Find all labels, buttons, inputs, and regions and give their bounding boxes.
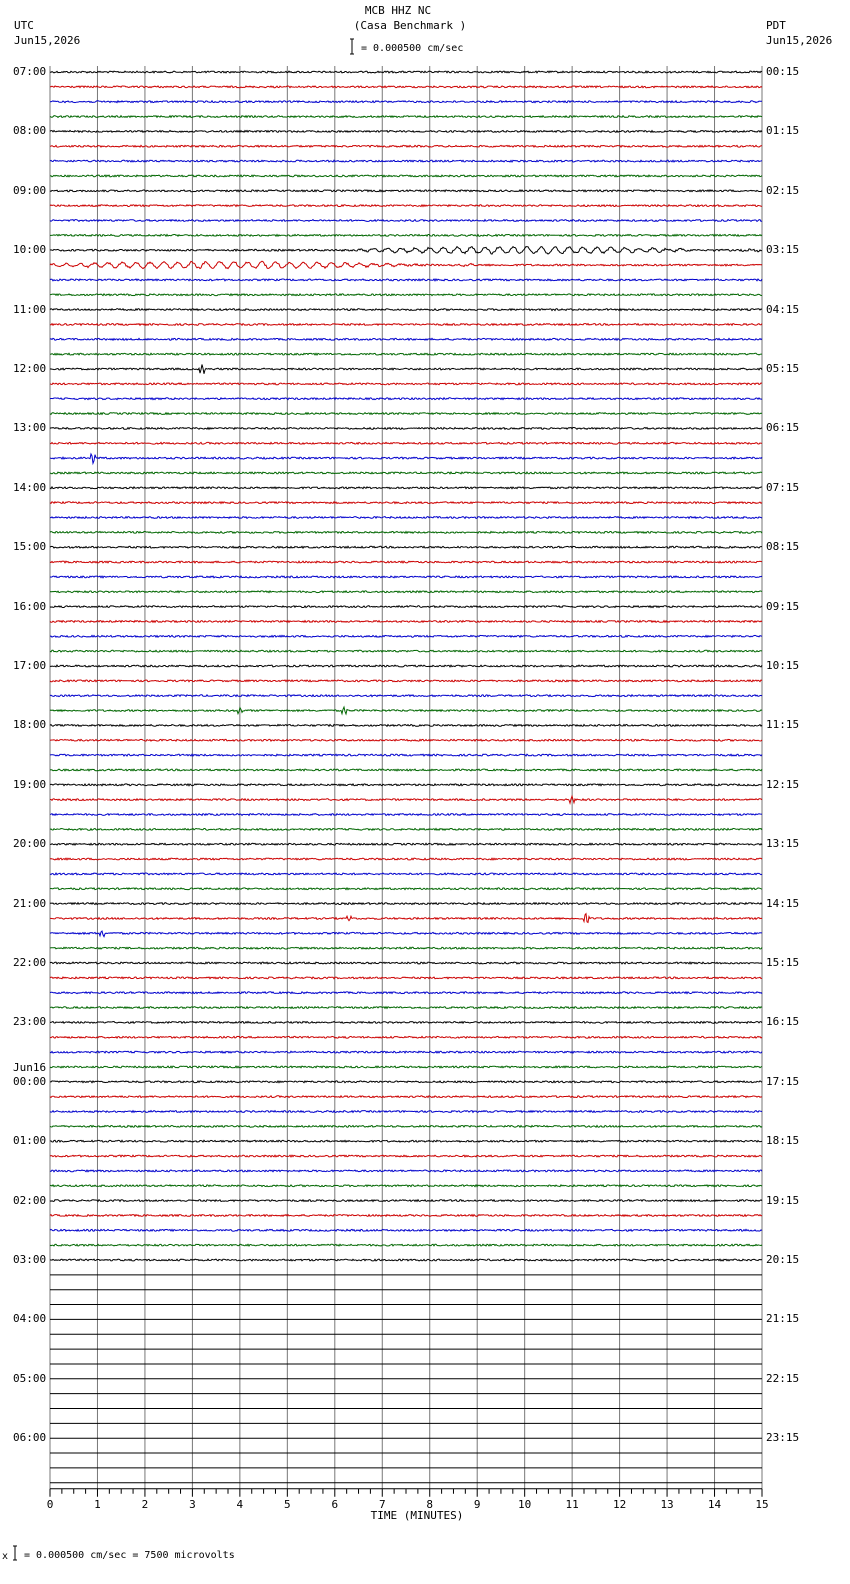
pdt-hour-label: 13:15 xyxy=(766,837,800,851)
pdt-hour-label: 14:15 xyxy=(766,896,800,910)
pdt-hour-label: 08:15 xyxy=(766,540,800,554)
trace-line xyxy=(50,454,762,463)
trace-line xyxy=(50,220,762,222)
utc-hour-label: 04:00 xyxy=(13,1312,47,1326)
trace-line xyxy=(50,442,762,444)
trace-line xyxy=(50,707,762,714)
trace-line xyxy=(50,71,762,73)
x-tick-label: 15 xyxy=(755,1497,769,1511)
trace-line xyxy=(50,502,762,504)
pdt-hour-label: 17:15 xyxy=(766,1074,800,1088)
utc-hour-label: 16:00 xyxy=(13,599,47,613)
utc-hour-label: 21:00 xyxy=(13,896,47,910)
utc-hour-label: 00:00 xyxy=(13,1074,47,1088)
trace-line xyxy=(50,1140,762,1142)
utc-hour-label: 20:00 xyxy=(13,837,47,851)
footer-scale-note: = 0.000500 cm/sec = 7500 microvolts xyxy=(24,1550,235,1561)
date-change-label: Jun16 xyxy=(13,1060,47,1074)
trace-line xyxy=(50,635,762,637)
pdt-hour-label: 20:15 xyxy=(766,1253,800,1266)
trace-line xyxy=(50,843,762,845)
trace-line xyxy=(50,665,762,667)
x-tick-label: 3 xyxy=(189,1497,196,1511)
pdt-hour-label: 10:15 xyxy=(766,659,800,672)
pdt-hour-label: 06:15 xyxy=(766,421,800,435)
trace-line xyxy=(50,606,762,608)
trace-line xyxy=(50,1244,762,1246)
trace-line xyxy=(50,962,762,964)
pdt-hour-label: 11:15 xyxy=(766,718,800,732)
scale-bar-icon xyxy=(350,39,354,54)
right-date: Jun15,2026 xyxy=(766,34,833,47)
trace-line xyxy=(50,1215,762,1217)
trace-line xyxy=(50,1155,762,1157)
trace-line xyxy=(50,1081,762,1083)
pdt-hour-label: 02:15 xyxy=(766,183,800,197)
utc-hour-label: 09:00 xyxy=(13,183,47,197)
trace-line xyxy=(50,858,762,860)
pdt-hour-label: 09:15 xyxy=(766,599,800,613)
footer-prefix: x xyxy=(2,1551,9,1562)
trace-line xyxy=(50,365,762,374)
trace-line xyxy=(50,992,762,994)
trace-line xyxy=(50,1259,762,1261)
utc-hour-label: 10:00 xyxy=(13,243,47,257)
x-tick-label: 6 xyxy=(331,1497,339,1511)
x-tick-label: 1 xyxy=(94,1497,101,1511)
trace-line xyxy=(50,1036,762,1038)
trace-line xyxy=(50,517,762,519)
utc-hour-label: 19:00 xyxy=(13,777,47,791)
trace-line xyxy=(50,680,762,682)
trace-line xyxy=(50,754,762,756)
trace-line xyxy=(50,116,762,118)
x-tick-label: 2 xyxy=(141,1497,149,1511)
trace-line xyxy=(50,190,762,192)
trace-line xyxy=(50,725,762,727)
trace-line xyxy=(50,383,762,385)
trace-line xyxy=(50,353,762,355)
trace-line xyxy=(50,1096,762,1098)
utc-hour-label: 15:00 xyxy=(13,540,47,554)
trace-line xyxy=(50,977,762,979)
trace-line xyxy=(50,131,762,133)
x-tick-label: 4 xyxy=(236,1497,244,1511)
scale-bar-icon xyxy=(13,1546,17,1560)
site-name: (Casa Benchmark ) xyxy=(353,19,467,32)
trace-line xyxy=(50,576,762,578)
utc-hour-label: 18:00 xyxy=(13,718,47,732)
x-tick-label: 10 xyxy=(518,1497,532,1511)
pdt-hour-label: 22:15 xyxy=(766,1371,800,1385)
trace-line xyxy=(50,294,762,296)
x-tick-label: 14 xyxy=(707,1497,722,1511)
trace-line xyxy=(50,591,762,593)
x-tick-label: 12 xyxy=(612,1497,627,1511)
utc-hour-label: 22:00 xyxy=(13,956,47,969)
trace-line xyxy=(50,532,762,534)
trace-line xyxy=(50,1170,762,1172)
utc-hour-label: 11:00 xyxy=(13,302,47,316)
right-timezone: PDT xyxy=(766,19,786,32)
trace-line xyxy=(50,873,762,875)
trace-line xyxy=(50,769,762,771)
trace-line xyxy=(50,175,762,177)
trace-line xyxy=(50,398,762,400)
trace-line xyxy=(50,888,762,890)
utc-hour-label: 12:00 xyxy=(13,362,47,375)
pdt-hour-label: 00:15 xyxy=(766,65,800,78)
x-tick-label: 5 xyxy=(284,1497,291,1511)
utc-hour-label: 08:00 xyxy=(13,124,47,138)
pdt-hour-label: 19:15 xyxy=(766,1193,800,1207)
utc-hour-label: 05:00 xyxy=(13,1371,47,1385)
trace-line xyxy=(50,814,762,816)
pdt-hour-label: 15:15 xyxy=(766,956,800,969)
x-tick-label: 13 xyxy=(660,1497,674,1511)
utc-hour-label: 07:00 xyxy=(13,65,47,78)
utc-hour-label: 01:00 xyxy=(13,1134,47,1148)
trace-line xyxy=(50,1200,762,1202)
x-tick-label: 11 xyxy=(565,1497,579,1511)
trace-line xyxy=(50,650,762,652)
x-tick-label: 7 xyxy=(378,1497,386,1511)
pdt-hour-label: 07:15 xyxy=(766,480,800,494)
trace-line xyxy=(50,829,762,831)
trace-line xyxy=(50,160,762,162)
trace-line xyxy=(50,1007,762,1009)
trace-line xyxy=(50,324,762,326)
trace-line xyxy=(50,796,762,803)
trace-line xyxy=(50,428,762,430)
pdt-hour-label: 16:15 xyxy=(766,1015,800,1029)
utc-hour-label: 02:00 xyxy=(13,1193,47,1207)
trace-line xyxy=(50,784,762,786)
x-tick-label: 9 xyxy=(473,1497,481,1511)
utc-hour-label: 03:00 xyxy=(13,1253,47,1266)
trace-line xyxy=(50,145,762,147)
trace-line xyxy=(50,235,762,237)
utc-hour-label: 14:00 xyxy=(13,480,47,494)
trace-line xyxy=(50,309,762,311)
utc-hour-label: 13:00 xyxy=(13,421,47,435)
pdt-hour-label: 01:15 xyxy=(766,124,800,138)
trace-line xyxy=(50,338,762,340)
pdt-hour-label: 18:15 xyxy=(766,1134,800,1148)
trace-line xyxy=(50,1051,762,1053)
pdt-hour-label: 04:15 xyxy=(766,302,800,316)
pdt-hour-label: 23:15 xyxy=(766,1431,800,1445)
trace-line xyxy=(50,1185,762,1187)
trace-line xyxy=(50,561,762,563)
utc-hour-label: 17:00 xyxy=(13,659,47,672)
left-date: Jun15,2026 xyxy=(14,34,81,47)
station-title: MCB HHZ NC xyxy=(364,4,432,17)
trace-line xyxy=(50,1066,762,1068)
pdt-hour-label: 05:15 xyxy=(766,362,800,375)
trace-line xyxy=(50,279,762,281)
trace-line xyxy=(50,86,762,88)
trace-line xyxy=(50,247,762,255)
x-tick-label: 0 xyxy=(46,1497,54,1511)
pdt-hour-label: 03:15 xyxy=(766,243,800,257)
trace-line xyxy=(50,1126,762,1128)
trace-line xyxy=(50,487,762,489)
x-axis-title: TIME (MINUTES) xyxy=(370,1509,464,1522)
trace-line xyxy=(50,621,762,623)
scale-label: = 0.000500 cm/sec xyxy=(361,43,464,54)
trace-line xyxy=(50,205,762,207)
trace-line xyxy=(50,1022,762,1024)
trace-line xyxy=(50,695,762,697)
utc-hour-label: 23:00 xyxy=(13,1015,47,1029)
utc-hour-label: 06:00 xyxy=(13,1431,47,1445)
trace-line xyxy=(50,914,762,923)
x-tick-label: 8 xyxy=(426,1497,434,1511)
trace-line xyxy=(50,101,762,103)
trace-line xyxy=(50,903,762,905)
trace-line xyxy=(50,1229,762,1231)
trace-line xyxy=(50,1111,762,1113)
pdt-hour-label: 12:15 xyxy=(766,777,800,791)
trace-line xyxy=(50,261,762,268)
trace-line xyxy=(50,546,762,548)
pdt-hour-label: 21:15 xyxy=(766,1312,800,1326)
trace-line xyxy=(50,472,762,474)
trace-line xyxy=(50,931,762,937)
trace-line xyxy=(50,947,762,949)
trace-line xyxy=(50,739,762,741)
trace-line xyxy=(50,413,762,415)
left-timezone: UTC xyxy=(14,19,34,32)
